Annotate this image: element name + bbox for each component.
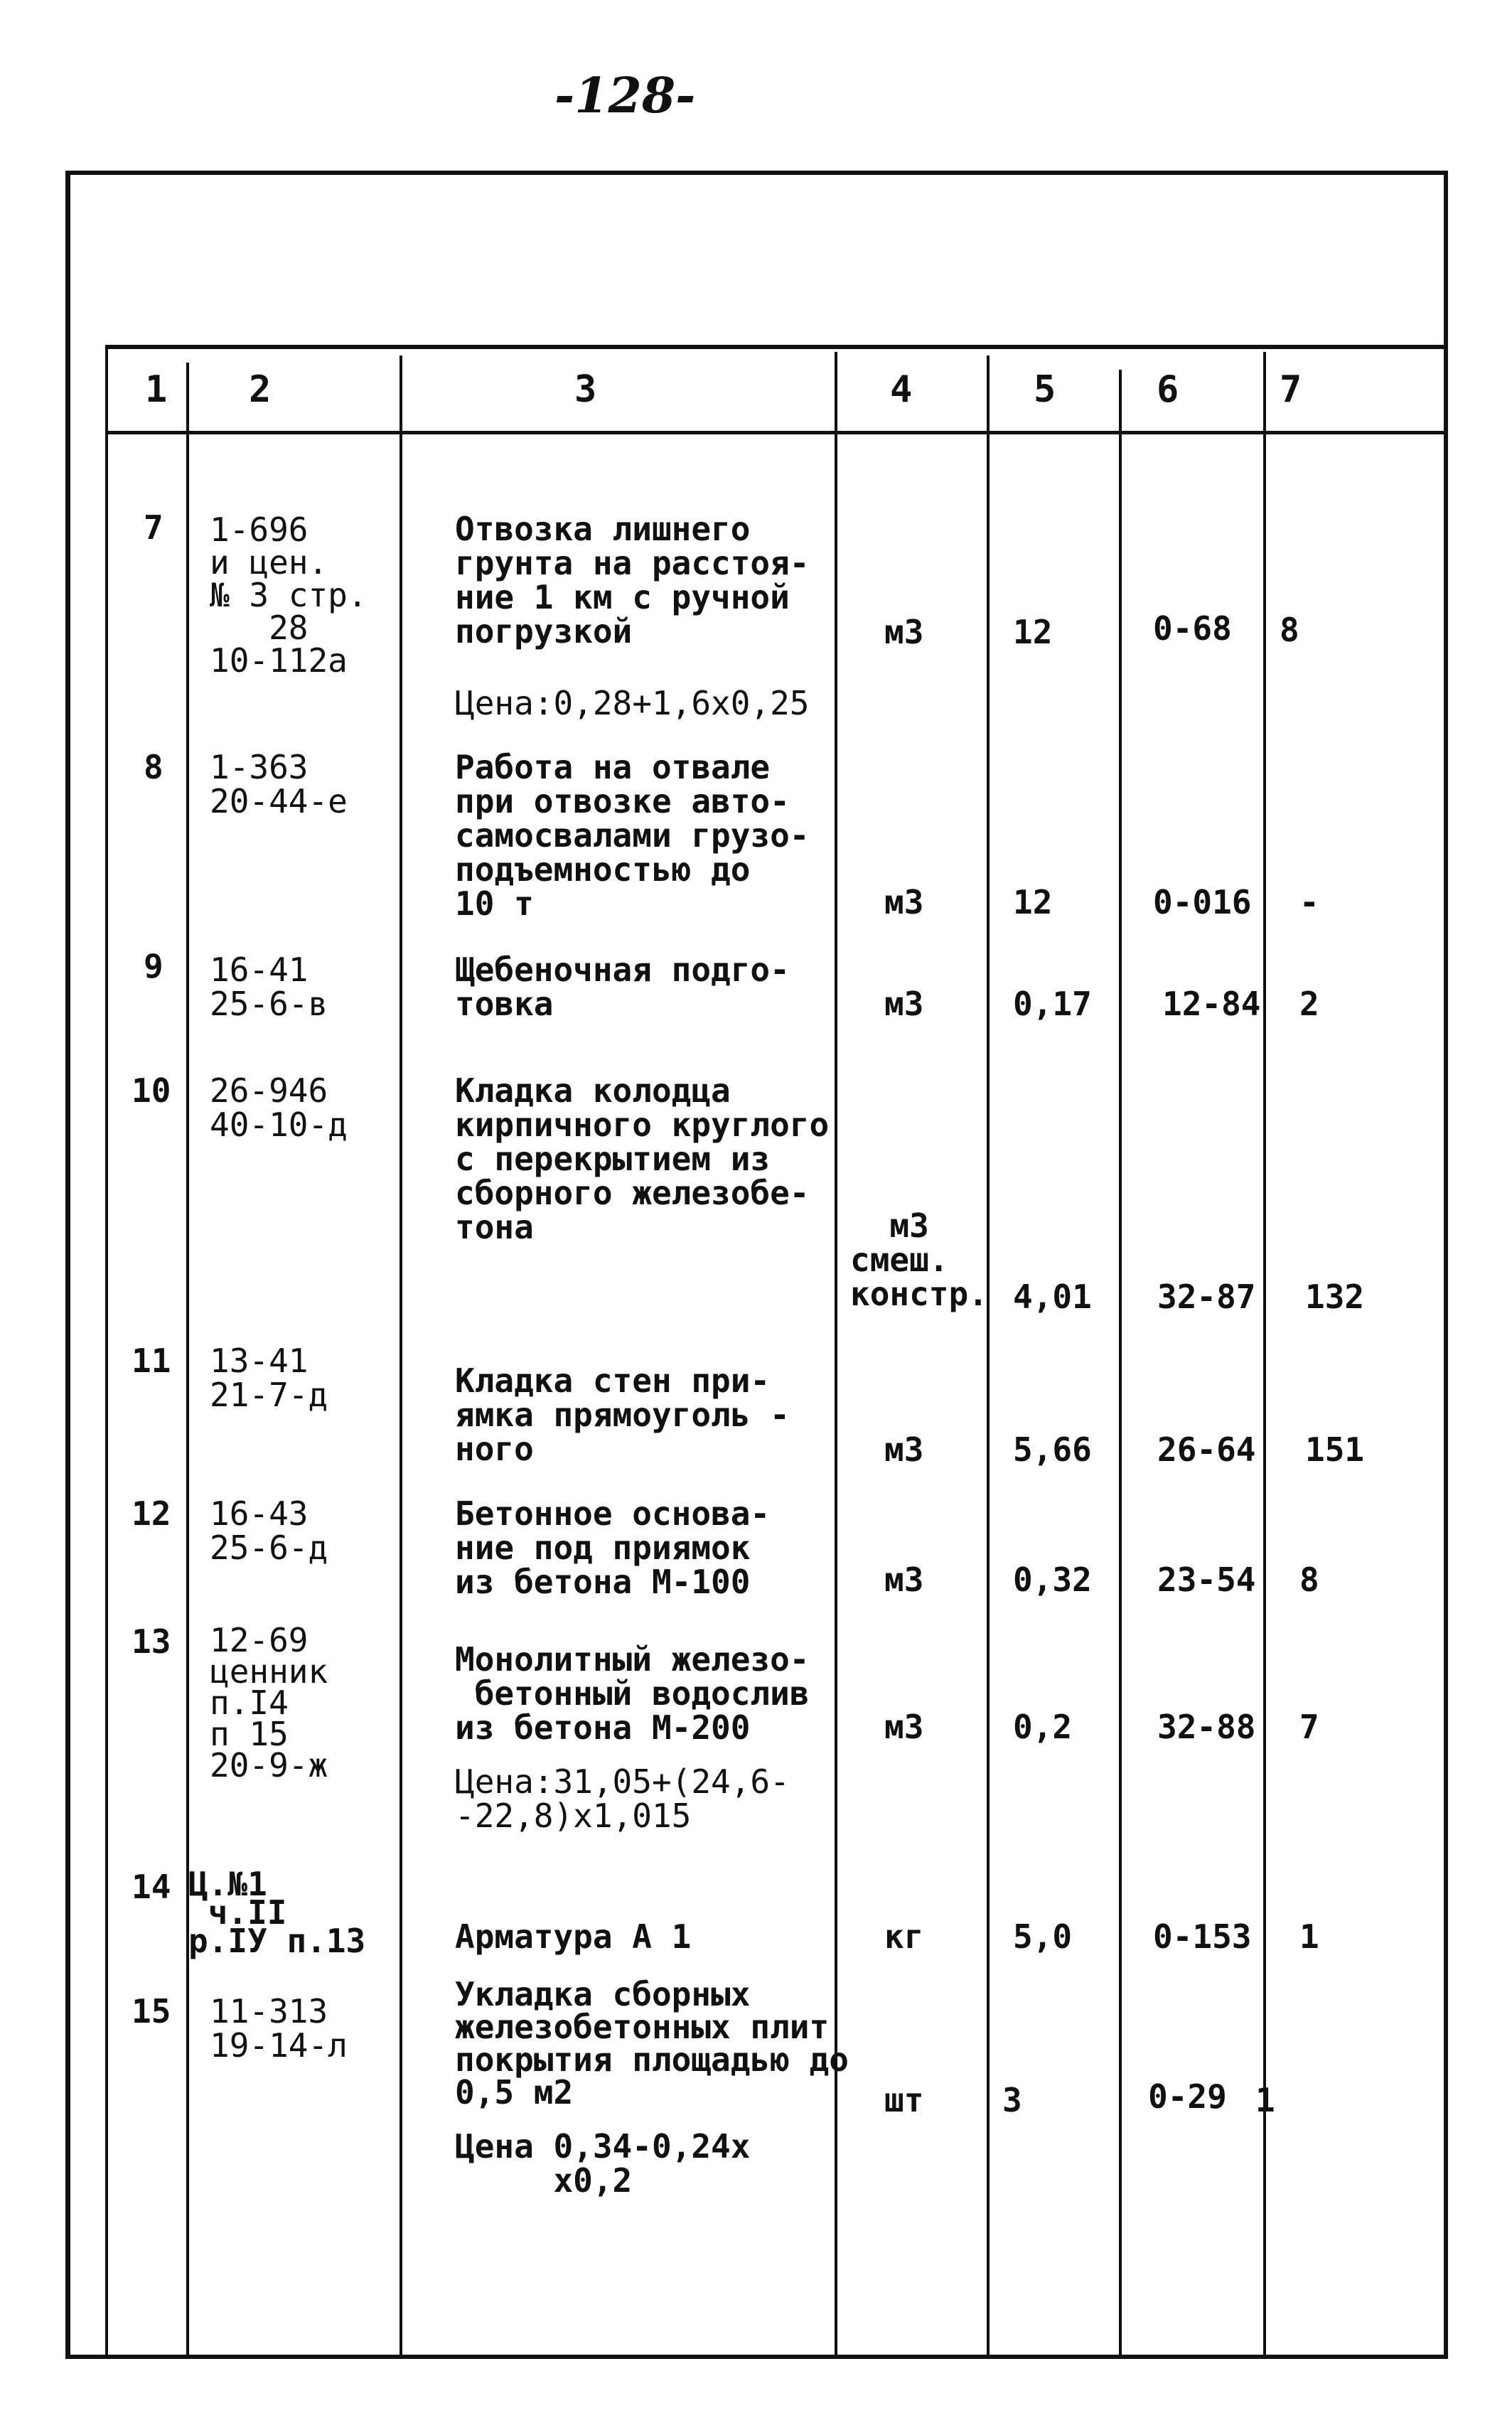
- row-code: 1-696 и цен. № 3 стр. 28 10-112а: [210, 510, 368, 680]
- column-divider: [1263, 352, 1266, 2355]
- row-unit: м3: [884, 1561, 924, 1599]
- row-total: 151: [1305, 1430, 1365, 1469]
- row-number: 15: [132, 1992, 171, 2030]
- column-divider: [400, 355, 402, 2355]
- row-name: Монолитный железо- бетонный водослив из бетона М-200: [455, 1640, 810, 1747]
- row-code: 1-363 20-44-е: [210, 748, 348, 820]
- row-price: 0-016: [1153, 883, 1252, 921]
- column-divider: [1119, 370, 1122, 2355]
- header-col-7: 7: [1280, 368, 1302, 411]
- row-number: 8: [144, 748, 163, 786]
- row-total: 1: [1299, 1917, 1319, 1956]
- row-total: 132: [1305, 1278, 1365, 1316]
- row-name: Укладка сборных железобетонных плит покрытия площадью до 0,5 м2: [455, 1975, 849, 2112]
- column-divider: [105, 345, 108, 2355]
- header-col-6: 6: [1157, 368, 1179, 411]
- row-name: Отвозка лишнего грунта на расстоя- ние 1 км с ручной погрузкой: [455, 510, 810, 651]
- header-bottom-line: [105, 431, 1448, 434]
- header-col-2: 2: [249, 368, 272, 411]
- row-name: Щебеночная подго- товка: [455, 951, 790, 1023]
- row-total: -: [1299, 883, 1319, 921]
- row-unit: шт: [884, 2081, 924, 2119]
- row-code: 26-946 40-10-д: [210, 1071, 348, 1144]
- row-unit: м3: [884, 985, 924, 1023]
- row-unit: м3 смеш. констр.: [850, 1206, 988, 1313]
- row-note: Цена:31,05+(24,6- -22,8)х1,015: [455, 1762, 790, 1835]
- row-qty: 0,32: [1013, 1561, 1092, 1599]
- row-qty: 12: [1013, 613, 1053, 651]
- page-number: -128-: [554, 68, 696, 124]
- row-number: 11: [132, 1342, 171, 1380]
- row-name: Кладка стен при- ямка прямоуголь - ного: [455, 1361, 790, 1468]
- column-divider: [987, 355, 990, 2355]
- row-number: 7: [144, 508, 163, 547]
- row-number: 14: [132, 1868, 171, 1906]
- header-col-3: 3: [574, 368, 597, 411]
- row-total: 2: [1299, 985, 1319, 1023]
- row-code: 16-43 25-6-д: [210, 1494, 328, 1567]
- header-col-1: 1: [145, 368, 168, 411]
- row-name: Арматура А 1: [455, 1917, 692, 1956]
- row-number: 12: [132, 1494, 171, 1533]
- row-price: 32-87: [1157, 1278, 1256, 1316]
- row-qty: 3: [1002, 2081, 1022, 2119]
- row-number: 9: [144, 947, 163, 985]
- row-price: 0-153: [1153, 1917, 1252, 1956]
- row-unit: м3: [884, 1708, 924, 1746]
- column-divider: [186, 363, 189, 2355]
- row-qty: 4,01: [1013, 1278, 1092, 1316]
- row-name: Кладка колодца кирпичного круглого с перекрытием из сборного железобе- тона: [455, 1071, 830, 1246]
- header-col-4: 4: [890, 368, 913, 411]
- row-note: Цена 0,34-0,24х х0,2: [455, 2127, 751, 2200]
- row-note: Цена:0,28+1,6х0,25: [455, 684, 810, 722]
- row-total: 8: [1299, 1561, 1319, 1599]
- row-qty: 0,2: [1013, 1708, 1073, 1746]
- row-total: 1: [1255, 2081, 1275, 2119]
- row-total: 7: [1299, 1708, 1319, 1746]
- row-price: 26-64: [1157, 1430, 1256, 1469]
- row-number: 10: [132, 1071, 171, 1110]
- row-qty: 12: [1013, 883, 1053, 921]
- row-unit: м3: [884, 613, 924, 651]
- row-name: Бетонное основа- ние под приямок из бетона М-100: [455, 1494, 771, 1601]
- row-price: 0-29: [1148, 2077, 1227, 2116]
- row-code: 16-41 25-6-в: [210, 951, 328, 1023]
- row-price: 23-54: [1157, 1561, 1256, 1599]
- row-qty: 5,0: [1013, 1917, 1073, 1956]
- row-number: 13: [132, 1622, 171, 1661]
- row-price: 0-68: [1153, 609, 1232, 648]
- row-total: 8: [1280, 611, 1299, 649]
- row-qty: 5,66: [1013, 1430, 1092, 1469]
- row-unit: м3: [884, 883, 924, 921]
- row-price: 32-88: [1157, 1708, 1256, 1746]
- row-unit: м3: [884, 1430, 924, 1469]
- row-price: 12-84: [1162, 985, 1261, 1023]
- row-code: Ц.№1 ч.II р.IУ п.13: [188, 1865, 366, 1960]
- row-name: Работа на отвале при отвозке авто- самосвалами грузо- подъемностью до 10 т: [455, 748, 810, 923]
- row-qty: 0,17: [1013, 985, 1092, 1023]
- row-code: 12-69 ценник п.I4 п 15 20-9-ж: [210, 1621, 328, 1784]
- row-code: 13-41 21-7-д: [210, 1342, 328, 1414]
- header-top-line: [105, 345, 1448, 349]
- row-unit: кг: [884, 1917, 924, 1956]
- row-code: 11-313 19-14-л: [210, 1992, 348, 2065]
- header-col-5: 5: [1034, 368, 1056, 411]
